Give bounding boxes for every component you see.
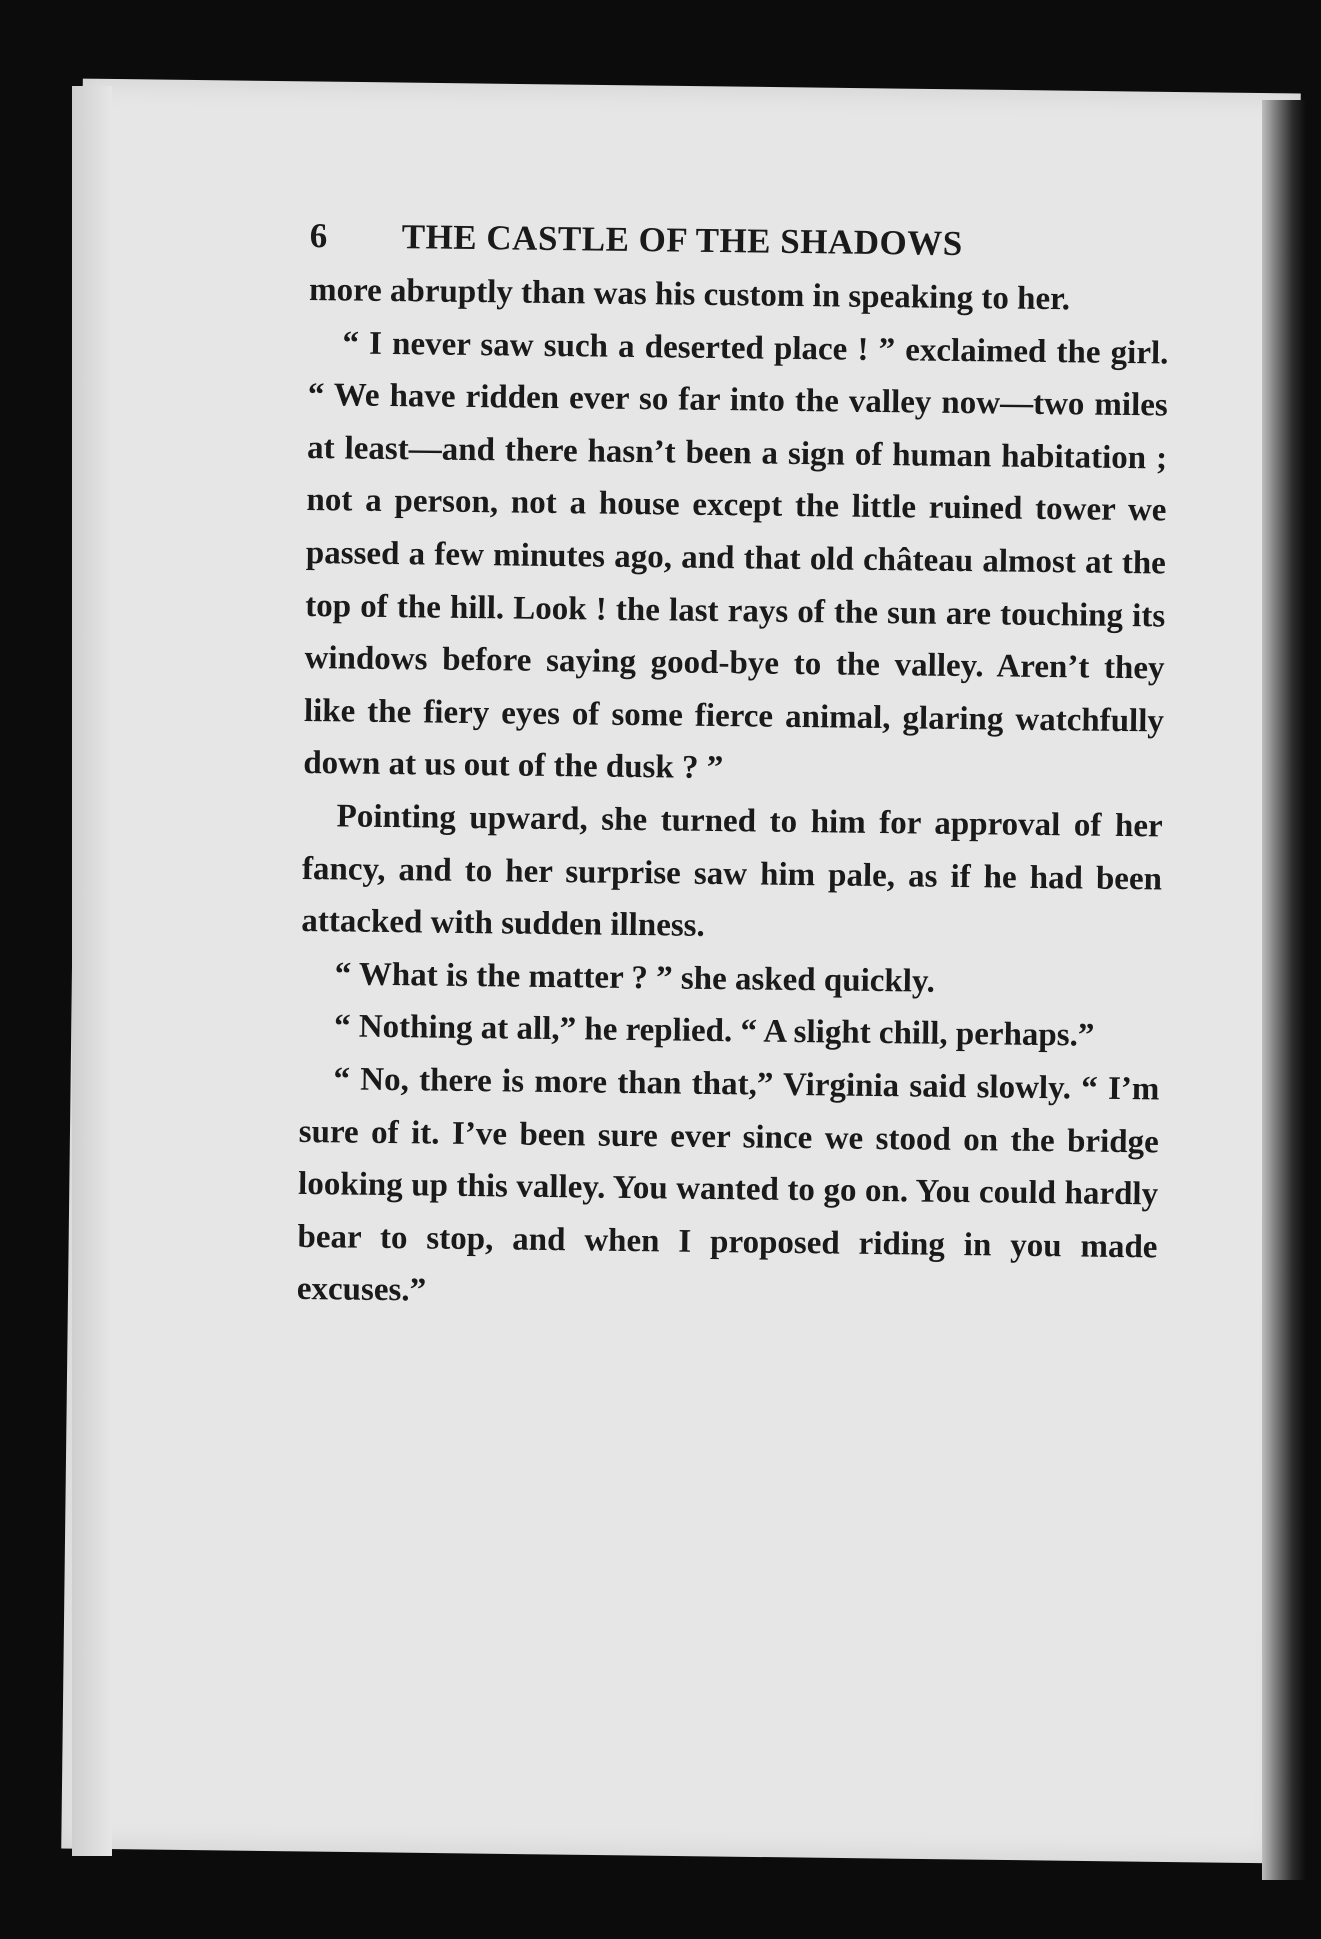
paragraph-continuation: more abruptly than was his custom in speaking to her. bbox=[308, 271, 1071, 318]
running-title: THE CASTLE OF THE SHADOWS bbox=[401, 217, 963, 263]
paragraph-deserted-place: “ I never saw such a deserted place ! ” exclaimed the girl. “ We have ridden ever so far into the valley now—two miles at least—and there hasn’t been a sign of human habitation ; not a person, not a house except the little ruined tower we passed a few minutes ago, and that old château almost at the top of the hill. Look ! the last rays of the sun are touching its windows before saying good-bye to the valley. Aren’t they like the fiery eyes of some fierce animal, glaring watchfully down at us out of the dusk ? ” bbox=[303, 325, 1169, 787]
page-text-block bbox=[297, 216, 1170, 1326]
page-number: 6 bbox=[309, 216, 328, 256]
page-right-edge-shadow bbox=[1262, 100, 1306, 1880]
paragraph-nothing-at-all: “ Nothing at all,” he replied. “ A slight chill, perhaps.” bbox=[333, 1008, 1095, 1054]
page-left-edge bbox=[72, 86, 112, 1856]
paragraph-what-is-the-matter: “ What is the matter ? ” she asked quickly. bbox=[334, 956, 936, 1000]
paragraph-pointing-upward: Pointing upward, she turned to him for approval of her fancy, and to her surprise saw him pale, as if he had been attacked with sudden illness. bbox=[301, 798, 1163, 944]
paragraph-virginia-said: “ No, there is more than that,” Virginia said slowly. “ I’m sure of it. I’ve been sure ever since we stood on the bridge looking up this valley. You wanted to go on. You could hardly bear to stop, and when I proposed riding in you made excuses.” bbox=[296, 1061, 1160, 1309]
